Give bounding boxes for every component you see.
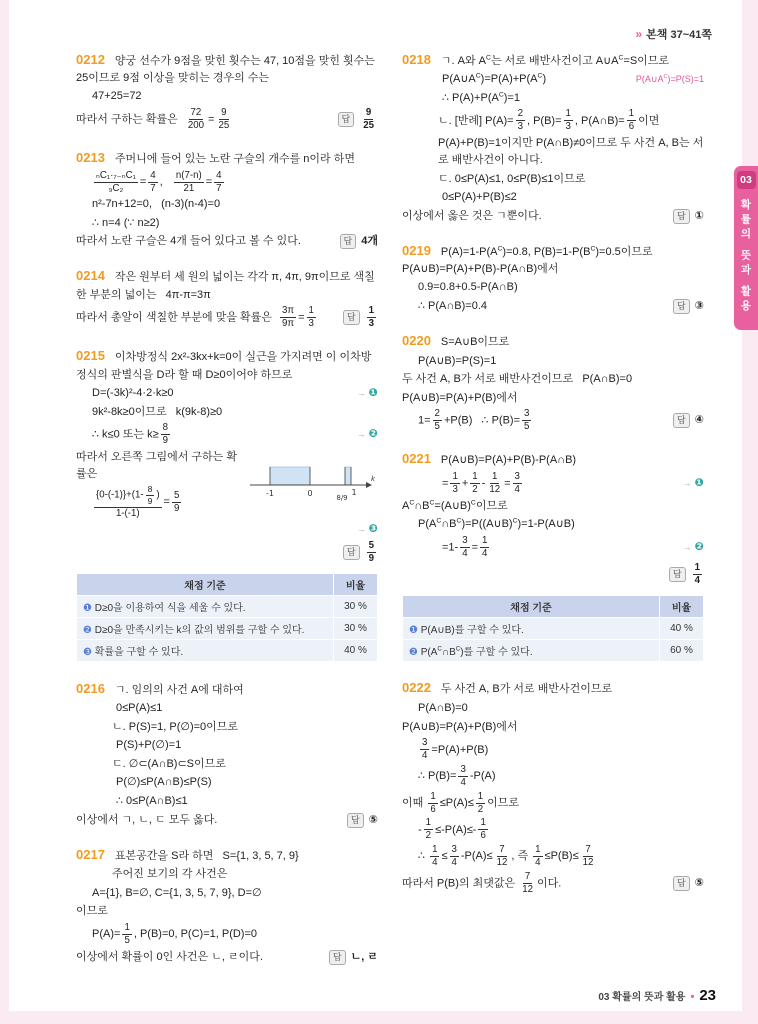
line-text: 0≤P(A)≤1 <box>116 702 163 715</box>
line-text: 따라서 구하는 확률은 $\frac{72}{200}$ = $\frac{9}{25}$ <box>76 106 230 131</box>
fraction: $\frac{3\pi}{9\pi}$ <box>282 305 295 330</box>
step-marker: → ❷ <box>356 428 378 441</box>
solution-line <box>76 774 378 791</box>
grading-ratio: 40 % <box>334 640 378 662</box>
line-text: 주어진 보기의 각 사건은 <box>112 868 228 881</box>
solution-line <box>76 885 378 902</box>
line-text: P(A)= $\frac{1}{5}$ , P(B)=0, P(C)=1, P(D)=0 <box>92 921 258 946</box>
answer-label: 답 <box>673 413 690 428</box>
chapter-title-vertical: 확률의 뜻과 활용 <box>739 199 752 315</box>
grading-header-criteria: 채점 기준 <box>403 595 660 617</box>
line-text: P(A∪B)=P(A)+P(B)에서 <box>402 391 518 404</box>
line-text: $P(A^C\cap B^C)=P((A\cup B)^C)=1-P(A\cup B)$ <box>418 517 575 531</box>
problem-number: 0217 <box>76 846 105 862</box>
solution-line <box>76 903 378 920</box>
svg-text:-1: -1 <box>266 488 274 498</box>
answer-label: 답 <box>347 813 364 828</box>
grading-row <box>77 596 378 618</box>
solution-line <box>76 50 378 87</box>
grading-ratio: 30 % <box>334 596 378 618</box>
page-footer <box>598 987 716 1004</box>
fraction: $\frac{4}{7}$ <box>150 169 156 194</box>
answer <box>343 540 378 565</box>
grading-row <box>77 618 378 640</box>
problem-0213 <box>76 146 378 252</box>
solution-line <box>76 215 378 232</box>
step-bullet-icon: ❷ <box>83 625 92 637</box>
line-text: P(A)+P(B)=1이지만 P(A∩B)≠0이므로 두 사건 A, B는 서로 배반사건이 아니다. <box>438 136 704 166</box>
line-text: ㄱ. 임의의 사건 A에 대하여 <box>114 683 244 696</box>
solution-line <box>402 737 704 762</box>
fraction: $\frac{1}{2}$ <box>477 790 484 815</box>
solution-line <box>76 196 378 213</box>
line-text: 이차방정식 2x²-3kx+k=0이 실근을 가지려면 이 이차방정식의 판별식을 D라 할 때 D≥0이어야 하므로 <box>76 351 372 381</box>
solution-line <box>402 844 704 869</box>
line-text: ㄷ. 0≤P(A)≤1, 0≤P(B)≤1이므로 <box>438 172 586 185</box>
solution-line <box>402 516 704 533</box>
fraction: $\frac{9}{25}$ <box>218 106 230 131</box>
answer-label: 답 <box>673 299 690 314</box>
answer <box>673 412 704 429</box>
solution-line <box>402 353 704 370</box>
step-marker: → ❶ <box>682 477 704 490</box>
line-text: ∴ $P(A)+P(A^C)=1$ <box>442 91 520 104</box>
solution-line <box>402 171 704 188</box>
problem-number: 0218 <box>402 51 431 67</box>
solution-line <box>402 108 704 133</box>
grading-header-criteria: 채점 기준 <box>77 574 334 596</box>
svg-text:k: k <box>370 474 376 483</box>
line-text: 양궁 선수가 9점을 맞힌 횟수는 47, 10점을 맞힌 횟수는 25이므로 9점 이상을 맞히는 경우의 수는 <box>76 54 378 84</box>
solution-line <box>402 298 704 315</box>
answer <box>673 208 704 225</box>
problem-0218 <box>402 48 704 226</box>
grading-ratio: 60 % <box>660 639 704 661</box>
solution-line <box>76 700 378 717</box>
solution-line <box>76 719 378 736</box>
fraction: $\frac{8}{9}$ <box>147 484 153 507</box>
grading-table <box>76 573 378 662</box>
grading-criteria: ❶ D≥0을 이용하여 식을 세울 수 있다. <box>77 596 334 618</box>
grading-row <box>403 617 704 639</box>
fraction: $\frac{7}{12}$ <box>522 870 533 895</box>
solution-line <box>76 266 378 303</box>
solution-line <box>76 845 378 865</box>
answer <box>673 298 704 315</box>
step-marker: → ❷ <box>682 541 704 553</box>
line-text: =1- $\frac{3}{4}$ = $\frac{1}{4}$ <box>442 534 488 560</box>
fraction: $\frac{1}{4}$ <box>694 561 700 586</box>
line-text: A={1}, B=∅, C={1, 3, 5, 7, 9}, D=∅ <box>92 886 262 899</box>
footer-dot-icon: • <box>690 991 695 1003</box>
fraction: $\frac{2}{5}$ <box>434 408 440 433</box>
solution-line <box>76 812 378 829</box>
fraction: $\frac{3}{4}$ <box>460 763 466 788</box>
answer-label: 답 <box>343 310 360 325</box>
fraction: $\frac{1}{4}$ <box>535 843 541 869</box>
line-text: {0-(-1)}+(1- $\frac{8}{9}$ ) 1-(-1) = $\frac{5}{9}$ <box>96 484 180 519</box>
solution-line <box>402 471 704 496</box>
fraction: $\frac{1}{6}$ <box>430 790 436 815</box>
answer-label: 답 <box>673 209 690 224</box>
step-bullet-icon: ❸ <box>83 647 92 659</box>
solution-line <box>402 208 704 225</box>
line-text: 0≤P(A)+P(B)≤2 <box>442 191 517 204</box>
solution-line <box>402 371 704 388</box>
line-text: 47+25=72 <box>92 90 142 103</box>
line-text: 주머니에 들어 있는 노란 구슬의 개수를 n이라 하면 <box>114 152 355 165</box>
problem-number: 0214 <box>76 268 105 284</box>
problem-number: 0219 <box>402 242 431 258</box>
line-text: 두 사건 A, B가 서로 배반사건이므로 P(A∩B)=0 <box>402 373 633 386</box>
arrow-icon: → <box>356 388 366 399</box>
solution-line <box>76 679 378 699</box>
solution-line <box>402 817 704 842</box>
problem-0214 <box>76 265 378 332</box>
solution-line <box>402 71 704 88</box>
fraction: {0-(-1)}+(1- $\frac{8}{9}$ ) 1-(-1) <box>96 484 160 519</box>
page-margin-right <box>742 0 758 1024</box>
svg-text:8/9: 8/9 <box>336 493 348 502</box>
answer-label: 답 <box>329 950 346 965</box>
fraction: $\frac{3}{4}$ <box>422 737 428 762</box>
fraction: $\frac{3}{4}$ <box>462 534 468 560</box>
grading-criteria: ❷ D≥0을 만족시키는 k의 값의 범위를 구할 수 있다. <box>77 618 334 640</box>
arrow-icon: → <box>356 524 366 535</box>
problem-0217 <box>76 843 378 967</box>
solution-line <box>76 949 378 966</box>
fraction: $\frac{1}{3}$ <box>452 471 458 496</box>
answer-label: 답 <box>340 234 357 249</box>
step-marker: → ❸ <box>356 523 378 536</box>
line-text: ∴ 0≤P(A∩B)≤1 <box>116 794 188 807</box>
line-text: 두 사건 A, B가 서로 배반사건이므로 <box>440 683 613 696</box>
problem-0220 <box>402 329 704 435</box>
fraction: $\frac{1}{5}$ <box>124 921 130 946</box>
fraction: $\frac{1}{6}$ <box>480 817 486 842</box>
line-text: P(A∪B)=P(A)+P(B)에서 <box>402 720 518 733</box>
problem-number: 0216 <box>76 680 105 696</box>
content-columns <box>76 48 704 980</box>
answer <box>340 233 378 250</box>
svg-text:0: 0 <box>307 488 313 498</box>
line-text: ∴ P(B)= $\frac{3}{4}$ -P(A) <box>418 763 496 788</box>
answer-value: ① <box>694 209 704 222</box>
solution-line <box>402 498 704 515</box>
line-text: ∴ k≤0 또는 k≥ $\frac{8}{9}$ <box>92 422 169 447</box>
answer-value: ④ <box>694 414 704 427</box>
line-text: = $\frac{1}{3}$ + $\frac{1}{2}$ - $\frac{1}{12}$ = $\frac{3}{4}$ <box>442 471 520 496</box>
solution-line <box>402 390 704 407</box>
line-text: 따라서 노란 구슬은 4개 들어 있다고 볼 수 있다. <box>76 235 301 248</box>
line-text: 따라서 총알이 색칠한 부분에 맞을 확률은 $\frac{3\pi}{9\pi}$ = $\frac{1}{3}$ <box>76 305 314 330</box>
arrow-icon: → <box>682 542 692 552</box>
solution-line <box>402 189 704 206</box>
solution-line <box>76 540 378 565</box>
book-reference <box>635 26 712 42</box>
step-bullet-icon: ❶ <box>83 603 92 615</box>
problem-0216 <box>76 677 378 830</box>
line-text: 0.9=0.8+0.5-P(A∩B) <box>418 281 518 294</box>
line-text: S=A∪B이므로 <box>440 335 510 348</box>
fraction: $\frac{3}{4}$ <box>514 471 520 496</box>
fraction: $\frac{7}{12}$ <box>496 843 508 869</box>
page-margin-left <box>0 0 9 1024</box>
solution-line <box>402 871 704 896</box>
line-text: $\frac{3}{4}$ =P(A)+P(B) <box>422 737 489 762</box>
line-text: 이때 $\frac{1}{6}$ ≤P(A)≤ $\frac{1}{2}$ 이므로 <box>402 790 520 815</box>
answer <box>347 812 378 829</box>
fraction: $\frac{3}{5}$ <box>524 408 530 433</box>
fraction: $\frac{7}{12}$ <box>582 843 594 869</box>
equation-annotation: $P(A\cup A^C)=P(S)=1$ <box>635 73 704 84</box>
problem-number: 0213 <box>76 149 105 165</box>
solution-line <box>402 279 704 296</box>
answer <box>338 107 378 132</box>
page-margin-bottom <box>0 1011 758 1024</box>
solution-line <box>402 562 704 587</box>
grading-criteria: ❶ P(A∪B)를 구할 수 있다. <box>403 617 660 639</box>
problem-0212 <box>76 48 378 133</box>
book-reference-text: 본책 37~41쪽 <box>646 29 712 41</box>
fraction: $\frac{1}{4}$ <box>482 534 488 560</box>
number-line-figure <box>246 449 378 506</box>
answer-value <box>365 305 378 330</box>
solution-line <box>76 521 378 538</box>
solution-line <box>76 305 378 330</box>
solution-line <box>76 922 378 947</box>
problem-0222 <box>402 677 704 898</box>
solution-line <box>402 678 704 698</box>
line-text: P(∅)≤P(A∩B)≤P(S) <box>116 776 212 789</box>
grading-ratio: 30 % <box>334 618 378 640</box>
fraction: $\frac{1}{12}$ <box>489 471 501 496</box>
line-text: 따라서 오른쪽 그림에서 구하는 확률은 <box>76 450 237 480</box>
grading-row <box>403 639 704 661</box>
arrow-icon: → <box>356 429 366 440</box>
line-text: 작은 원부터 세 원의 넓이는 각각 π, 4π, 9π이므로 색칠한 부분의 넓이는 4π-π=3π <box>76 271 375 301</box>
solution-line <box>76 793 378 810</box>
grading-table <box>402 595 704 662</box>
line-text: 표본공간을 S라 하면 S={1, 3, 5, 7, 9} <box>114 849 299 862</box>
solution-line <box>76 88 378 105</box>
fraction: $\frac{5}{9}$ <box>173 489 180 514</box>
line-text: 이므로 <box>76 905 108 918</box>
grading-row <box>77 640 378 662</box>
solution-line <box>402 791 704 816</box>
problem-number: 0220 <box>402 332 431 348</box>
line-text: ㄱ. A와 $A^C$는 서로 배반사건이고 $A\cup A^C=S$이므로 <box>440 53 670 67</box>
fraction: $\frac{1}{3}$ <box>308 305 314 330</box>
fraction: $\frac{5}{9}$ <box>368 539 374 564</box>
line-text: P(A∪B)=P(A)+P(B)-P(A∩B) <box>440 454 577 467</box>
line-text: P(A∪B)=P(S)=1 <box>418 354 497 367</box>
solution-line <box>402 700 704 717</box>
footer-chapter: 03 확률의 뜻과 활용 <box>598 992 686 1003</box>
answer-value: ③ <box>694 299 704 312</box>
solution-line <box>76 148 378 168</box>
line-text: $\frac{\text{ₙC₁·₇₋ₙC₁}}{\text{₉C₂}}$ = $\frac{4}{7}$ , $\frac{n(7-n)}{21}$ = $\frac{4}{7}$ <box>96 169 222 194</box>
solution-line <box>76 107 378 132</box>
right-column <box>402 48 704 980</box>
line-text: 1= $\frac{2}{5}$ +P(B) ∴ P(B)= $\frac{3}{5}$ <box>418 408 530 433</box>
solution-line <box>402 535 704 560</box>
fraction: $\frac{2}{3}$ <box>517 108 523 133</box>
line-text: $P(A\cup A^C)=P(A)+P(A^C)$ <box>442 72 547 86</box>
fraction: $\frac{1}{2}$ <box>472 471 478 496</box>
solution-line <box>76 346 378 383</box>
fraction: $\frac{1}{3}$ <box>565 108 571 133</box>
step-marker: → ❶ <box>356 387 378 400</box>
answer-value <box>365 540 378 565</box>
line-text: 이상에서 확률이 0인 사건은 ㄴ, ㄹ이다. <box>76 950 263 963</box>
left-column <box>76 48 378 980</box>
solution-line <box>76 170 378 195</box>
grading-criteria: ❷ $P(A^C\cap B^C)$를 구할 수 있다. <box>403 639 660 661</box>
fraction: $\frac{\text{ₙC₁·₇₋ₙC₁}}{\text{₉C₂}}$ <box>96 169 136 194</box>
line-text: n²-7n+12=0, (n-3)(n-4)=0 <box>92 198 221 211</box>
arrow-icon: → <box>682 478 692 489</box>
arrow-icon: » <box>635 27 643 41</box>
line-text: ㄴ. P(S)=1, P(∅)=0이므로 <box>112 720 239 733</box>
problem-0215 <box>76 345 378 664</box>
line-text: P(A∩B)=0 <box>418 702 468 714</box>
answer-value: ⑤ <box>694 876 704 889</box>
line-text: ㄷ. ∅⊂(A∩B)⊂S이므로 <box>112 757 226 770</box>
step-bullet-icon: ❶ <box>409 624 418 636</box>
line-text: - $\frac{1}{2}$ ≤-P(A)≤- $\frac{1}{6}$ <box>418 817 486 842</box>
line-text: ∴ P(A∩B)=0.4 <box>418 299 488 312</box>
grading-header-ratio: 비율 <box>334 574 378 596</box>
fraction: $\frac{1}{3}$ <box>368 305 374 330</box>
line-text: ∴ n=4 (∵ n≥2) <box>92 216 160 229</box>
answer-label: 답 <box>343 545 360 560</box>
fraction: $\frac{3}{4}$ <box>451 843 457 869</box>
solution-line <box>76 385 378 402</box>
solution-line <box>76 233 378 250</box>
problem-number: 0222 <box>402 680 431 696</box>
fraction: $\frac{72}{200}$ <box>187 106 204 131</box>
answer-label: 답 <box>673 876 690 891</box>
line-text: 9k²-8k≥0이므로 k(9k-8)≥0 <box>92 405 223 418</box>
problem-number: 0212 <box>76 51 105 67</box>
answer-value: ⑤ <box>368 813 378 826</box>
fraction: $\frac{1}{6}$ <box>628 108 635 133</box>
solution-line <box>402 135 704 169</box>
grading-criteria: ❸ 확률을 구할 수 있다. <box>77 640 334 662</box>
chapter-number: 03 <box>737 171 756 189</box>
answer <box>343 305 378 330</box>
line-text: 이상에서 ㄱ, ㄴ, ㄷ 모두 옳다. <box>76 813 218 826</box>
answer-value: 4개 <box>361 235 378 248</box>
solution-line <box>76 737 378 754</box>
solution-line <box>76 422 378 447</box>
solution-line <box>402 449 704 469</box>
answer-value <box>691 562 704 587</box>
grading-header-ratio: 비율 <box>660 595 704 617</box>
solution-line <box>402 50 704 70</box>
solution-line <box>402 90 704 107</box>
problem-0221 <box>402 448 704 664</box>
answer-label: 답 <box>669 567 686 582</box>
solution-line <box>76 756 378 773</box>
solution-line <box>402 241 704 278</box>
line-text: D=(-3k)²-4·2·k≥0 <box>92 387 174 400</box>
line-text: 이상에서 옳은 것은 ㄱ뿐이다. <box>402 209 542 222</box>
solution-line <box>402 764 704 789</box>
answer-value <box>359 107 378 132</box>
fraction: $\frac{1}{4}$ <box>432 843 438 869</box>
line-text: ∴ $\frac{1}{4}$ ≤ $\frac{3}{4}$ -P(A)≤ $\frac{7}{12}$ , 즉 $\frac{1}{4}$ ≤P(B)≤ $\frac{7}{12}$ <box>418 843 594 869</box>
fraction: $\frac{8}{9}$ <box>162 422 169 447</box>
answer <box>329 949 378 966</box>
solution-line <box>402 331 704 351</box>
line-text: 따라서 P(B)의 최댓값은 $\frac{7}{12}$ 이다. <box>402 870 562 895</box>
fraction: $\frac{9}{25}$ <box>363 106 374 131</box>
answer <box>673 875 704 892</box>
line-text: P(S)+P(∅)=1 <box>116 739 182 752</box>
solution-line <box>402 719 704 736</box>
solution-line <box>76 404 378 421</box>
problem-0219 <box>402 239 704 316</box>
fraction: $\frac{4}{7}$ <box>216 169 222 194</box>
line-text: ㄴ. [반례] P(A)= $\frac{2}{3}$ , P(B)= $\frac{1}{3}$ , P(A∩B)= $\frac{1}{6}$ 이면 <box>438 108 660 133</box>
fraction: $\frac{1}{2}$ <box>425 817 432 842</box>
chapter-tab <box>734 166 758 330</box>
problem-number: 0215 <box>76 348 105 364</box>
solution-line <box>402 408 704 433</box>
svg-text:1: 1 <box>351 487 357 497</box>
answer <box>669 562 704 587</box>
step-bullet-icon: ❷ <box>409 646 418 658</box>
answer-value: ㄴ, ㄹ <box>350 950 378 963</box>
problem-number: 0221 <box>402 451 431 467</box>
line-text: $A^C\cap B^C=(A\cup B)^C$이므로 <box>402 499 508 512</box>
answer-label: 답 <box>338 112 355 127</box>
line-text: $P(A)=1-P(A^C)=0.8$, $P(B)=1-P(B^C)=0.5$이므로 P(A∪B)=P(A)+P(B)-P(A∩B)에서 <box>402 245 656 275</box>
grading-ratio: 40 % <box>660 617 704 639</box>
footer-page-number: 23 <box>699 987 716 1004</box>
fraction: $\frac{n(7-n)}{21}$ <box>175 169 202 194</box>
solution-line <box>76 866 378 883</box>
